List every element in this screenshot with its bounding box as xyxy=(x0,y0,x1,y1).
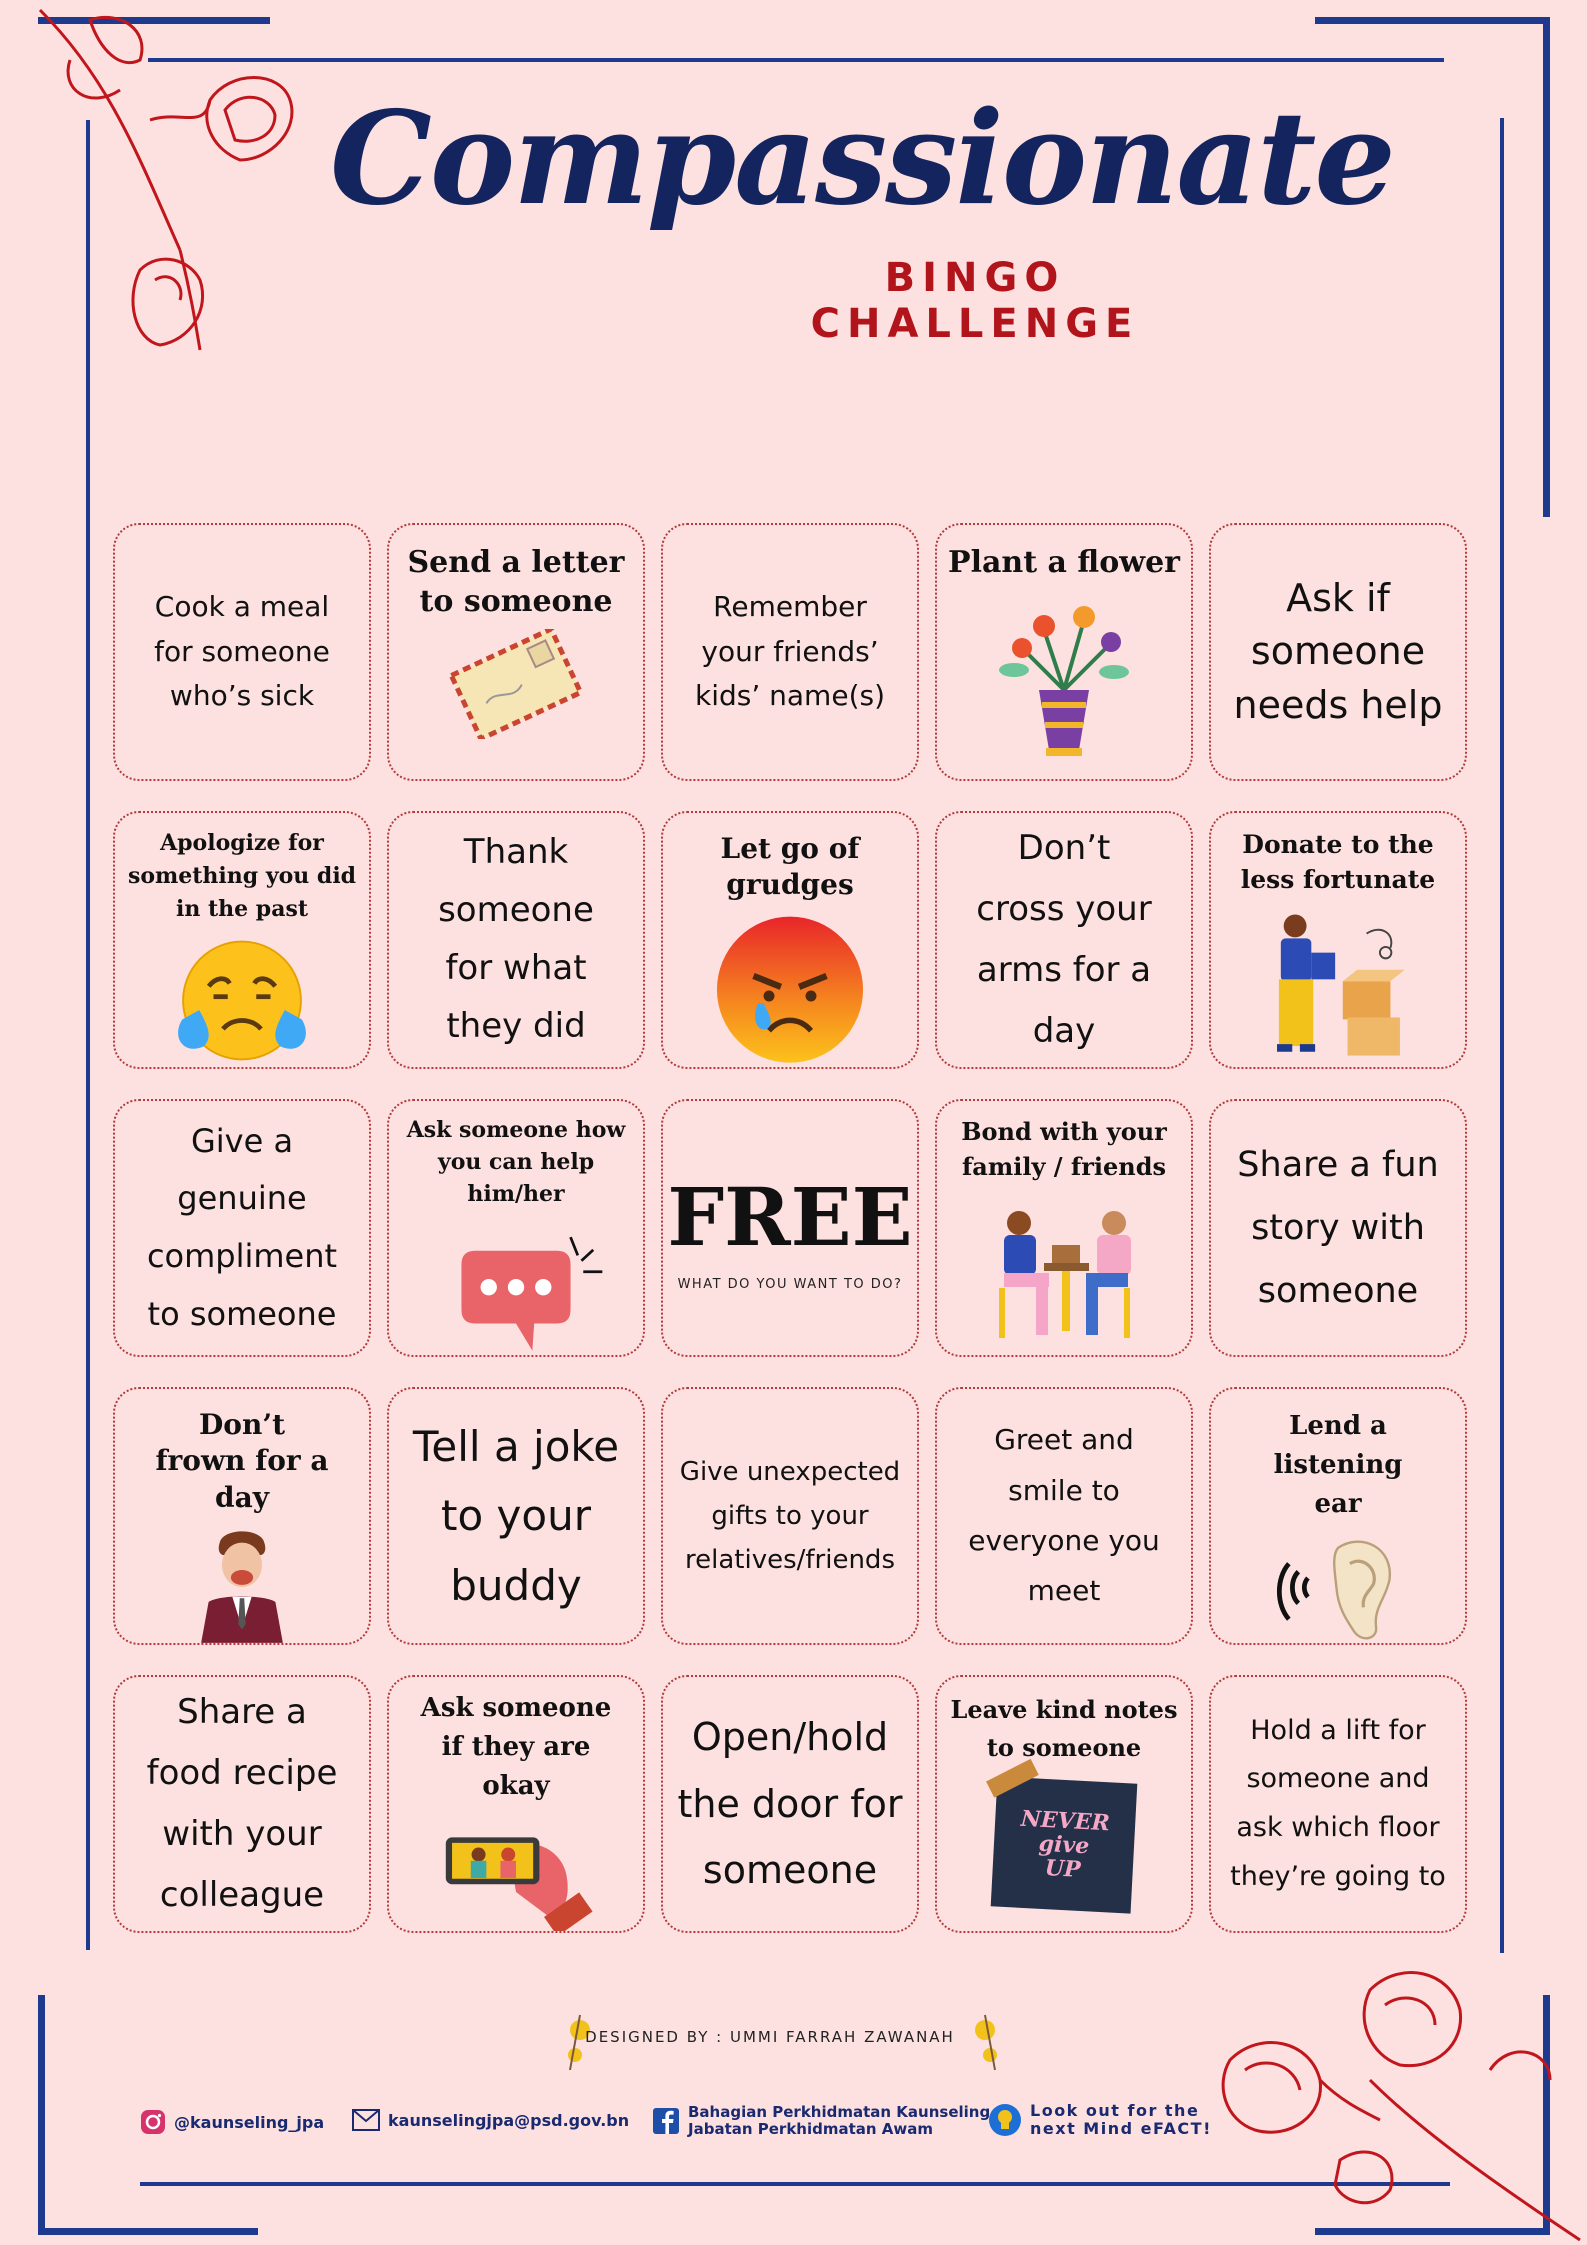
frowning-man-icon xyxy=(167,1524,317,1643)
frame-left-line xyxy=(86,120,90,1950)
bingo-cell xyxy=(1209,1099,1467,1357)
bingo-cell-text: Bond with your family / friends xyxy=(961,1117,1167,1181)
bingo-cell-free xyxy=(661,1099,919,1357)
bingo-cell-text: Apologize for something you did in the past xyxy=(127,830,357,922)
bingo-cell-text: Donate to the less fortunate xyxy=(1240,830,1436,894)
bingo-cell xyxy=(1209,1675,1467,1933)
bingo-cell xyxy=(1209,523,1467,781)
bingo-cell-text: Don’t cross your arms for a day xyxy=(976,827,1152,1052)
sticky-note-text: NEVER give UP xyxy=(1020,1805,1111,1883)
footer-email[interactable] xyxy=(352,2109,629,2131)
instagram-handle[interactable]: @kaunseling_jpa xyxy=(174,2112,325,2132)
bingo-cell xyxy=(113,811,371,1069)
footer-facebook[interactable] xyxy=(652,2104,990,2139)
bingo-cell-text: Share a food recipe with your colleague xyxy=(146,1691,338,1916)
footer-lookout xyxy=(988,2102,1212,2139)
bingo-cell-text: Thank someone for what they did xyxy=(438,832,594,1046)
flower-decoration-icon xyxy=(30,0,350,370)
page-subtitle: BINGO CHALLENGE xyxy=(810,255,1140,347)
bingo-grid xyxy=(113,523,1473,1953)
bingo-cell-text: Ask if someone needs help xyxy=(1233,576,1443,727)
bingo-cell-text: Don’t frown for a day xyxy=(155,1408,329,1514)
bingo-cell-text: Greet and smile to everyone you meet xyxy=(968,1423,1160,1608)
bingo-cell xyxy=(661,1387,919,1645)
bonding-people-icon xyxy=(974,1193,1154,1353)
envelope-icon xyxy=(441,629,591,739)
flower-vase-icon xyxy=(984,590,1144,760)
bingo-cell xyxy=(113,1675,371,1933)
bingo-cell xyxy=(661,1675,919,1933)
bingo-cell-text: Ask someone if they are okay xyxy=(420,1693,612,1801)
frame-top-right-tab xyxy=(1315,17,1550,24)
bingo-cell xyxy=(935,523,1193,781)
ear-icon xyxy=(1258,1532,1418,1643)
bingo-cell-text: Leave kind notes to someone xyxy=(950,1695,1178,1763)
facebook-name-line2[interactable]: Jabatan Perkhidmatan Awam xyxy=(688,2120,934,2139)
free-label: FREE xyxy=(667,1169,913,1264)
sticky-note-icon xyxy=(991,1776,1138,1913)
bingo-cell-text: Hold a lift for someone and ask which floor they’re going to xyxy=(1230,1714,1446,1892)
frame-bottom-left-tab xyxy=(38,1995,45,2235)
lookout-line1: Look out for the xyxy=(1030,2101,1200,2120)
facebook-name-line1[interactable]: Bahagian Perkhidmatan Kaunseling xyxy=(688,2103,991,2121)
angry-face-icon xyxy=(705,912,875,1067)
frame-right-line xyxy=(1500,118,1504,1953)
frame-bottom-left-tab-h xyxy=(38,2228,258,2235)
bingo-cell-text: Tell a joke to your buddy xyxy=(412,1422,620,1610)
flower-decoration-icon xyxy=(960,2005,1010,2075)
bingo-cell xyxy=(387,1099,645,1357)
bingo-cell xyxy=(113,1387,371,1645)
bingo-cell xyxy=(1209,811,1467,1069)
footer-instagram[interactable] xyxy=(140,2109,324,2135)
bingo-cell-text: Send a letter to someone xyxy=(407,545,625,619)
bingo-cell xyxy=(935,1099,1193,1357)
bingo-cell xyxy=(661,523,919,781)
bingo-cell-text: Let go of grudges xyxy=(720,832,860,902)
bingo-cell xyxy=(661,811,919,1069)
bingo-cell xyxy=(113,1099,371,1357)
phone-hand-icon xyxy=(406,1814,626,1931)
bingo-cell xyxy=(935,1387,1193,1645)
donate-person-icon xyxy=(1248,905,1428,1067)
lookout-line2: next Mind eFACT! xyxy=(1030,2119,1212,2139)
instagram-icon xyxy=(140,2109,166,2135)
bingo-cell xyxy=(387,523,645,781)
bingo-cell-text: Give unexpected gifts to your relatives/friends xyxy=(679,1456,901,1576)
bingo-cell xyxy=(935,811,1193,1069)
bingo-cell-text: Give a genuine compliment to someone xyxy=(146,1121,338,1333)
bingo-cell xyxy=(113,523,371,781)
crying-face-icon xyxy=(157,934,327,1067)
bingo-cell-text: Remember your friends’ kids’ name(s) xyxy=(695,589,885,713)
bingo-cell-text: Cook a meal for someone who’s sick xyxy=(154,589,330,713)
lightbulb-icon xyxy=(988,2103,1022,2137)
bingo-cell-text: Lend a listening ear xyxy=(1273,1411,1403,1519)
bingo-cell xyxy=(935,1675,1193,1933)
speech-bubble-icon xyxy=(416,1219,616,1355)
mail-icon xyxy=(352,2109,380,2131)
bingo-cell xyxy=(387,1387,645,1645)
email-address[interactable]: kaunselingjpa@psd.gov.bn xyxy=(388,2110,630,2130)
bingo-cell xyxy=(1209,1387,1467,1645)
flower-decoration-icon xyxy=(1190,1930,1587,2245)
free-subtext: WHAT DO YOU WANT TO DO? xyxy=(677,1276,903,1292)
designer-credit: DESIGNED BY : UMMI FARRAH ZAWANAH xyxy=(585,2028,955,2046)
page-title: Compassionate xyxy=(330,84,1394,234)
bingo-cell-text: Share a fun story with someone xyxy=(1237,1144,1439,1311)
facebook-icon xyxy=(652,2107,680,2135)
frame-right-tab xyxy=(1543,17,1550,517)
bingo-cell-text: Plant a flower xyxy=(948,545,1180,580)
bingo-cell-text: Ask someone how you can help him/her xyxy=(406,1117,626,1207)
bingo-cell xyxy=(387,811,645,1069)
bingo-cell xyxy=(387,1675,645,1933)
bingo-cell-text: Open/hold the door for someone xyxy=(677,1715,903,1893)
